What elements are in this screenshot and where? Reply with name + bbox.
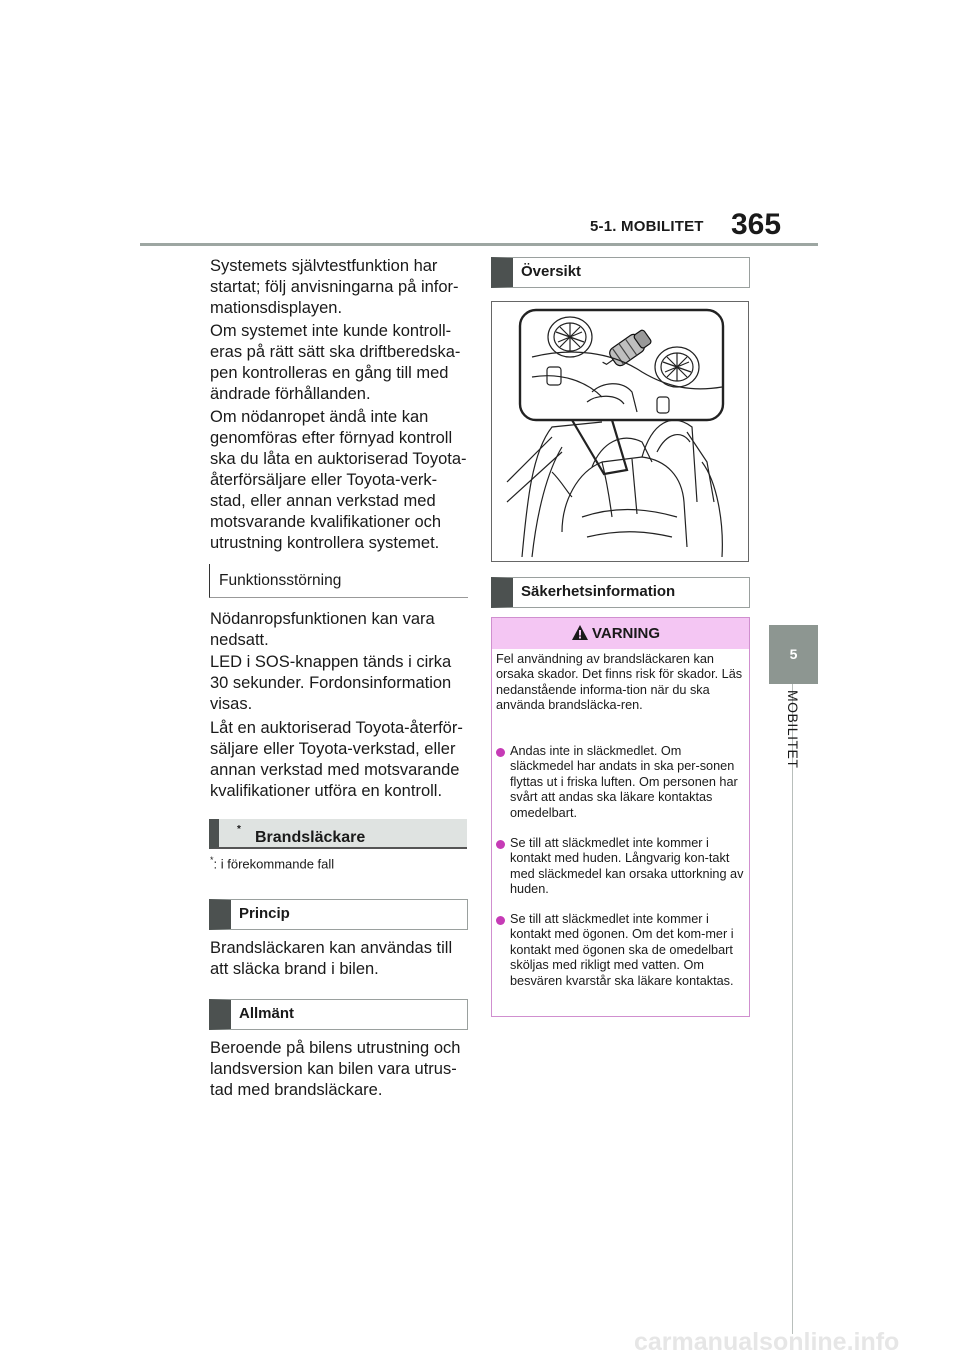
warning-title: VARNING [592,625,661,642]
extinguisher-heading-text: Brandsläckare [255,829,366,846]
inspection-paragraph: Låt en auktoriserad Toyota-återför-säljare eller Toyota-verkstad, eller annan verkstad med motsvarande kvalifikationer utföra en kontroll. [210,719,463,800]
footnote [210,855,334,871]
safety-info-heading [491,577,750,608]
bullet-dot-icon [496,916,505,925]
check-again-paragraph: Om systemet inte kunde kontroll-eras på rätt sätt ska driftberedska-pen kontrolleras en gång till med ändrade förhållanden. [210,322,461,403]
chapter-tab[interactable]: 5 [769,625,818,684]
chapter-tab-divider [792,684,793,1334]
section-title: 5-1. MOBILITET [590,218,704,235]
asterisk-mark: * [237,824,241,835]
warning-intro: Fel användning av brandsläckaren kan orsaka skador. Det finns risk för skador. Läs nedanstående informa-tion när du ska använda brandsläcka-ren. [496,652,743,713]
warning-triangle-icon [571,624,589,641]
principle-paragraph: Brandsläckaren kan användas till att släcka brand i bilen. [210,939,453,978]
general-paragraph: Beroende på bilens utrustning och landsversion kan bilen vara utrus-tad med brandsläckare. [210,1039,461,1099]
overview-heading [491,257,750,288]
fire-extinguisher-illustration [491,301,749,562]
general-heading-text: Allmänt [239,1005,295,1022]
bullet-text: Se till att släckmedlet inte kommer i kontakt med huden. Långvarig kon-takt med släckmedel kan orsaka uttorkning av huden. [510,836,744,897]
warning-header [492,618,749,649]
chapter-label: MOBILITET [785,690,801,769]
principle-heading-text: Princip [239,905,290,922]
bullet-text: Se till att släckmedlet inte kommer i kontakt med ögonen. Om det kom-mer i kontakt med ögonen ska de omedelbart sköljas med rikligt med vatten. Om besvären kvarstår ska läkare kontaktas. [510,912,734,988]
self-test-paragraph: Systemets självtestfunktion har startat; följ anvisningarna på infor-mationsdisplayen. [210,257,459,317]
malfunction-subheading [209,564,468,598]
general-heading [209,999,468,1030]
contact-dealer-paragraph: Om nödanropet ändå inte kan genomföras efter förnyad kontroll ska du låta en auktoriserad Toyota-återförsäljare eller Toyota-verk-stad, eller annan verkstad med motsvarande kvalifikationer och utrustning kontrollera systemet. [210,408,467,552]
header-divider [140,243,818,246]
watermark-logo [632,1326,958,1356]
bullet-dot-icon [496,748,505,757]
footnote-text: : i förekommande fall [213,856,335,872]
principle-heading [209,899,468,930]
svg-text:carmanualsonline.info: carmanualsonline.info [634,1328,900,1356]
footnote-asterisk: * [210,855,214,865]
warning-box [491,617,750,1017]
malfunction-label: Funktionsstörning [219,572,342,589]
overview-heading-text: Översikt [521,263,582,280]
safety-info-heading-text: Säkerhetsinformation [521,583,676,600]
bullet-text: Andas inte in släckmedlet. Om släckmedel har andats in ska per-sonen flyttas ut i friska luften. Om personen har svårt att andas ska läkare kontaktas omedelbart. [510,744,738,820]
reduced-function-paragraph: Nödanropsfunktionen kan vara nedsatt. [210,610,435,649]
page-number: 365 [731,208,782,241]
extinguisher-heading [209,819,467,849]
bullet-dot-icon [496,840,505,849]
sos-led-paragraph: LED i SOS-knappen tänds i cirka 30 sekunder. Fordonsinformation visas. [210,653,452,713]
car-seat-extinguisher-drawing [492,302,748,561]
